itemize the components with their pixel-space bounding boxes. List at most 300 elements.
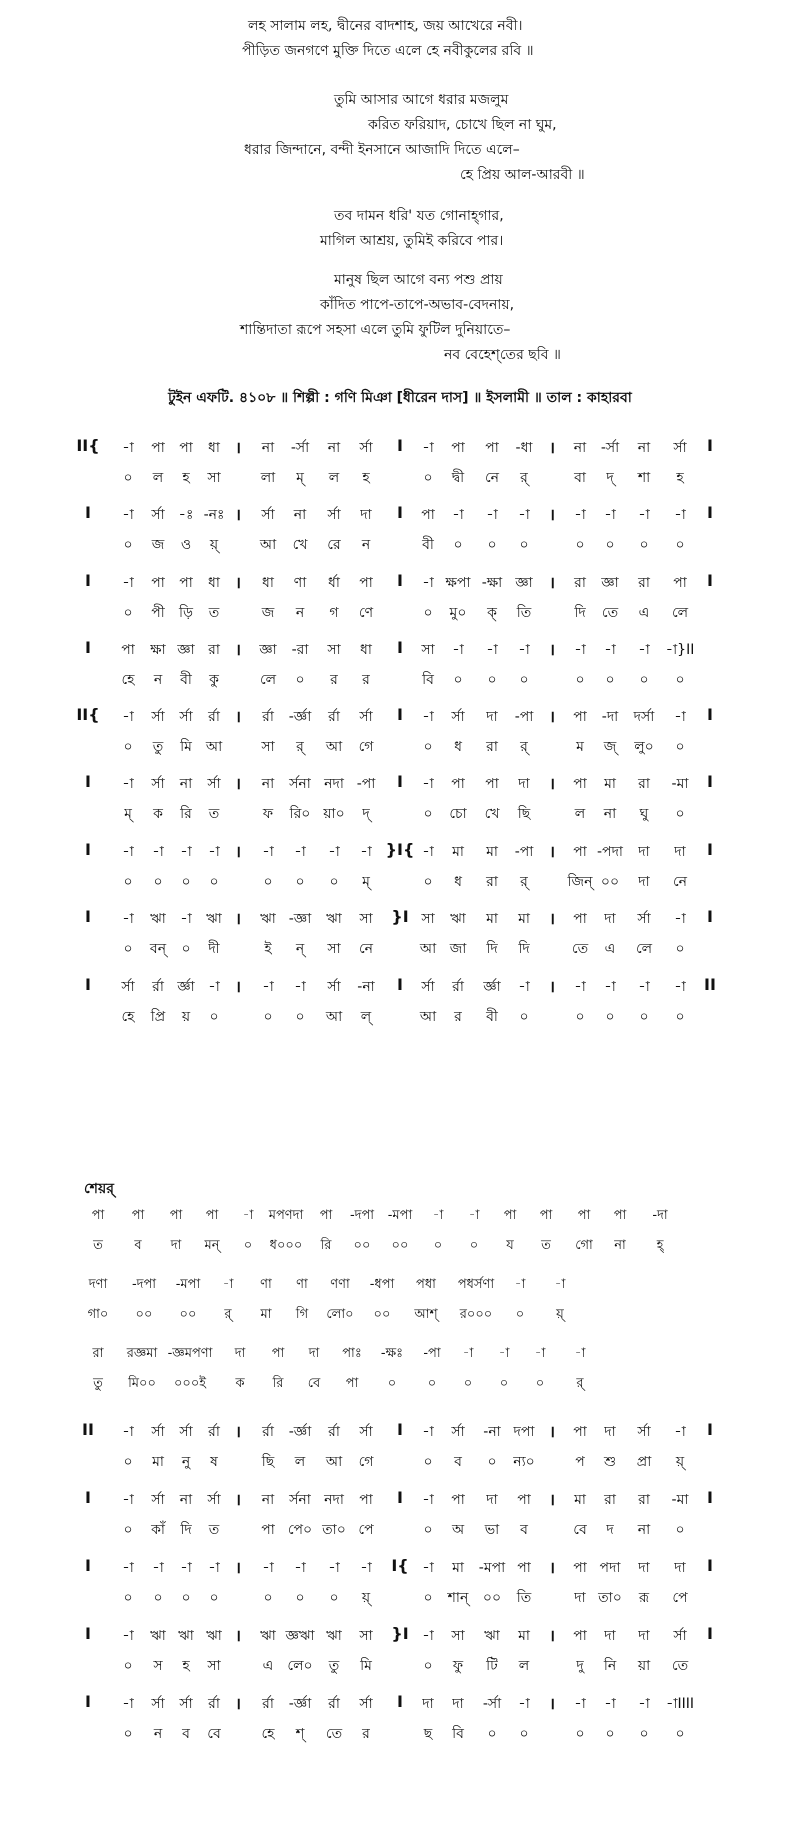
- swara-cell: পা: [517, 1492, 531, 1508]
- swara-cell: মপণদা: [268, 1208, 304, 1223]
- syllable-cell: টি: [486, 1658, 498, 1674]
- syllable-cell: না: [614, 1238, 626, 1253]
- syllable-cell: ০: [263, 874, 273, 890]
- bar-line: I: [707, 1556, 713, 1575]
- syllable-cell: বী: [486, 1009, 498, 1025]
- swara-cell: র্সা: [151, 1492, 165, 1508]
- syllable-cell: রে: [327, 537, 341, 553]
- swara-cell: -র্সা: [482, 1696, 502, 1712]
- syllable-line: [88, 937, 728, 959]
- swara-cell: -া: [638, 642, 650, 658]
- swara-cell: দা: [604, 911, 616, 927]
- swara-cell: -া: [262, 844, 274, 860]
- bar-line: ।: [234, 1626, 242, 1645]
- syllable-cell: ০: [423, 739, 433, 755]
- lyric-line: মাগিল আশ্রয়, তুমিই করিবে পার।: [320, 233, 504, 249]
- syllable-cell: ০: [469, 1238, 479, 1253]
- syllable-cell: ০: [329, 874, 339, 890]
- bar-line: I: [397, 1488, 403, 1507]
- swara-cell: -র্জ্ঞা: [288, 709, 312, 725]
- syllable-cell: রি০: [289, 806, 311, 822]
- syllable-cell: ত: [208, 1522, 220, 1538]
- syllable-cell: ০: [575, 1009, 585, 1025]
- syllable-cell: লে: [671, 605, 689, 621]
- swara-cell: -া: [674, 507, 686, 523]
- swara-cell: দা: [638, 1628, 650, 1644]
- syllable-cell: ০: [123, 470, 133, 486]
- bar-line: ।: [548, 1558, 556, 1577]
- swara-cell: র্সা: [151, 776, 165, 792]
- syllable-cell: ০: [535, 1376, 545, 1391]
- syllable-cell: ০০: [373, 1307, 391, 1322]
- swara-cell: মা: [452, 844, 464, 860]
- swara-cell: -পা: [423, 1346, 441, 1361]
- swara-cell: -পদা: [597, 844, 623, 860]
- swara-line: [85, 503, 728, 525]
- bar-line: ।: [234, 1490, 242, 1509]
- swara-cell: -াIIII: [665, 1696, 695, 1712]
- swara-cell: -া: [422, 709, 434, 725]
- swara-cell: র্সা: [359, 1424, 373, 1440]
- bar-line: ।: [548, 1694, 556, 1713]
- swara-cell: -া: [638, 507, 650, 523]
- bar-line: I: [397, 638, 403, 657]
- syllable-cell: ০: [453, 672, 463, 688]
- bar-line: ।: [234, 1558, 242, 1577]
- swara-cell: ঋা: [326, 911, 342, 927]
- syllable-cell: ০: [181, 941, 191, 957]
- swara-cell: -া: [422, 844, 434, 860]
- bar-line: I: [707, 840, 713, 859]
- swara-cell: -া: [422, 1560, 434, 1576]
- bar-line: ।: [234, 774, 242, 793]
- swara-cell: ঋা: [260, 911, 276, 927]
- bar-line: I: [85, 1556, 91, 1575]
- lyric-line: পীড়িত জনগণে মুক্তি দিতে এলে হে নবীকুলের রবি ॥: [242, 43, 534, 59]
- bar-line: ।: [548, 1626, 556, 1645]
- swara-cell: র্রা: [262, 1424, 274, 1440]
- swara-cell: -র্সা: [290, 440, 310, 456]
- swara-cell: না: [637, 440, 651, 456]
- swara-cell: পা: [573, 1560, 587, 1576]
- swara-cell: -দা: [652, 1208, 668, 1223]
- syllable-cell: ড়ি: [179, 605, 193, 621]
- swara-cell: পা: [577, 1208, 591, 1223]
- swara-cell: -া: [638, 979, 650, 995]
- swara-cell: সা: [421, 642, 435, 658]
- notation-row: [85, 1556, 728, 1612]
- syllable-cell: হ: [362, 470, 370, 486]
- swara-cell: পধর্সণা: [457, 1277, 495, 1292]
- swara-cell: র্সা: [327, 507, 341, 523]
- notation-row: [76, 705, 728, 761]
- swara-cell: রা: [638, 575, 650, 591]
- syllable-cell: ০: [575, 1726, 585, 1742]
- bar-line: I: [707, 772, 713, 791]
- swara-cell: র্সা: [151, 507, 165, 523]
- swara-cell: -া: [122, 1696, 134, 1712]
- swara-cell: পা: [319, 1208, 333, 1223]
- swara-cell: -া: [122, 1628, 134, 1644]
- swara-cell: -র্সা: [600, 440, 620, 456]
- swara-cell: পা: [573, 1628, 587, 1644]
- notation-row: [85, 1624, 728, 1680]
- syllable-cell: য়া: [637, 1658, 651, 1674]
- syllable-line: [88, 466, 728, 488]
- swara-cell: ক্ষপা: [445, 575, 471, 591]
- syllable-cell: ০: [423, 874, 433, 890]
- swara-cell: -দা: [601, 709, 619, 725]
- swara-cell: -না: [357, 979, 375, 995]
- swara-cell: ধা: [208, 575, 220, 591]
- swara-cell: না: [261, 776, 275, 792]
- swara-cell: ধা: [262, 575, 274, 591]
- syllable-cell: সা: [327, 941, 341, 957]
- syllable-cell: তু: [93, 1376, 103, 1391]
- syllable-cell: ম: [576, 739, 584, 755]
- swara-line: [76, 436, 728, 458]
- swara-cell: র্সা: [261, 507, 275, 523]
- syllable-cell: র্: [520, 874, 528, 890]
- syllable-cell: ব: [182, 1726, 190, 1742]
- swara-cell: পা: [205, 1208, 219, 1223]
- syllable-cell: ০০: [391, 1238, 409, 1253]
- notation-row: [85, 975, 728, 1031]
- swara-cell: র্রা: [328, 1696, 340, 1712]
- notation-row: [85, 1692, 728, 1748]
- swara-cell: -া: [422, 1424, 434, 1440]
- bar-line: I: [397, 1420, 403, 1439]
- bar-line: I: [397, 705, 403, 724]
- syllable-cell: খে: [292, 537, 308, 553]
- syllable-cell: র: [330, 672, 338, 688]
- swara-cell: -মপা: [478, 1560, 506, 1576]
- lyric-line: কাঁদিত পাপে-তাপে-অভাব-বেদনায়,: [320, 297, 515, 313]
- swara-cell: র্রা: [208, 1696, 220, 1712]
- swara-cell: -া: [242, 1208, 254, 1223]
- syllable-cell: এ: [262, 1658, 274, 1674]
- syllable-line: [88, 802, 728, 824]
- swara-cell: র্সা: [121, 979, 135, 995]
- swara-cell: -া: [574, 1346, 586, 1361]
- swara-cell: -া: [574, 642, 586, 658]
- swara-cell: পা: [169, 1208, 183, 1223]
- syllable-cell: দি: [180, 1522, 192, 1538]
- swara-cell: -া: [180, 911, 192, 927]
- notation-row: [85, 1488, 728, 1544]
- swara-cell: র্জ্ঞা: [483, 979, 501, 995]
- syllable-cell: ল: [294, 1454, 306, 1470]
- syllable-cell: ব: [520, 1522, 528, 1538]
- syllable-cell: ০: [153, 1590, 163, 1606]
- bar-line: I: [707, 503, 713, 522]
- bar-line: I: [397, 772, 403, 791]
- swara-cell: -া: [604, 507, 616, 523]
- swara-cell: -জ্ঞা: [288, 911, 312, 927]
- free-row: [84, 1344, 744, 1400]
- syllable-cell: ০: [453, 537, 463, 553]
- swara-cell: মা: [518, 911, 530, 927]
- syllable-cell: তু: [328, 1658, 340, 1674]
- swara-cell: -া: [360, 1560, 372, 1576]
- syllable-cell: লা: [260, 470, 276, 486]
- syllable-cell: ০০: [482, 1590, 502, 1606]
- swara-cell: -া: [674, 1424, 686, 1440]
- syllable-cell: গে: [358, 739, 374, 755]
- swara-cell: নদা: [324, 1492, 344, 1508]
- swara-cell: -া: [294, 844, 306, 860]
- swara-cell: -া: [468, 1208, 480, 1223]
- bar-line: I: [397, 975, 403, 994]
- swara-line: [85, 975, 728, 997]
- swara-cell: ঋা: [450, 911, 466, 927]
- swara-line: [85, 840, 728, 862]
- bar-line: ।: [234, 842, 242, 861]
- swara-cell: দা: [604, 1424, 616, 1440]
- swara-cell: -পা: [356, 776, 376, 792]
- swara-cell: -ঃ: [178, 507, 194, 523]
- syllable-cell: বে: [307, 1376, 321, 1391]
- swara-cell: র্সা: [327, 979, 341, 995]
- syllable-cell: কু: [209, 672, 219, 688]
- syllable-cell: য: [506, 1238, 514, 1253]
- syllable-cell: ০০: [135, 1307, 153, 1322]
- swara-cell: র্রা: [152, 979, 164, 995]
- bar-line: ।: [234, 1694, 242, 1713]
- swara-cell: ঋা: [206, 1628, 222, 1644]
- swara-cell: -মা: [671, 1492, 689, 1508]
- syllable-line: [88, 1450, 728, 1472]
- syllable-cell: ত: [208, 806, 220, 822]
- swara-cell: না: [261, 1492, 275, 1508]
- bar-line: ।: [234, 505, 242, 524]
- swara-cell: -া: [122, 844, 134, 860]
- swara-cell: ণা: [293, 575, 307, 591]
- swara-cell: -া: [638, 1696, 650, 1712]
- syllable-cell: হ্: [656, 1238, 664, 1253]
- syllable-cell: ন: [153, 1726, 163, 1742]
- swara-cell: -ধপা: [369, 1277, 395, 1292]
- syllable-cell: ০: [675, 1522, 685, 1538]
- swara-cell: -নঃ: [203, 507, 225, 523]
- swara-cell: দা: [674, 844, 686, 860]
- swara-cell: সা: [451, 1628, 465, 1644]
- swara-cell: পা: [359, 575, 373, 591]
- swara-cell: র্সনা: [289, 776, 311, 792]
- syllable-cell: ০: [515, 1307, 525, 1322]
- syllable-cell: তে: [671, 1658, 689, 1674]
- syllable-cell: গি: [295, 1307, 309, 1322]
- syllable-cell: নে: [672, 874, 688, 890]
- bar-line: }I: [391, 907, 409, 926]
- syllable-cell: ০: [209, 1590, 219, 1606]
- syllable-cell: মা: [152, 1454, 164, 1470]
- syllable-cell: ০: [487, 537, 497, 553]
- syllable-cell: র: [454, 1009, 462, 1025]
- syllable-cell: পী: [151, 605, 165, 621]
- swara-cell: -া: [122, 911, 134, 927]
- syllable-line: [88, 1722, 728, 1744]
- syllable-cell: নু: [181, 1454, 191, 1470]
- bar-line: I: [85, 571, 91, 590]
- notation-row: [85, 907, 728, 963]
- swara-cell: পা: [451, 1492, 465, 1508]
- syllable-cell: ব: [134, 1238, 142, 1253]
- syllable-cell: ০: [675, 1009, 685, 1025]
- swara-cell: নদা: [324, 776, 344, 792]
- syllable-cell: ০: [519, 672, 529, 688]
- swara-cell: না: [179, 1492, 193, 1508]
- syllable-cell: লে০: [287, 1658, 313, 1674]
- syllable-cell: ছ: [423, 1726, 433, 1742]
- syllable-cell: ত: [93, 1238, 103, 1253]
- swara-cell: র্সা: [179, 1696, 193, 1712]
- swara-cell: র্সা: [151, 709, 165, 725]
- notation-row: [85, 638, 728, 694]
- syllable-cell: য়্: [675, 1454, 685, 1470]
- swara-cell: -া: [534, 1346, 546, 1361]
- syllable-cell: ম্: [362, 874, 370, 890]
- syllable-cell: ০০: [179, 1307, 197, 1322]
- syllable-cell: বি: [452, 1726, 464, 1742]
- swara-cell: রা: [92, 1346, 104, 1361]
- syllable-cell: ই: [264, 941, 272, 957]
- syllable-line: [84, 1374, 744, 1396]
- syllable-cell: ০: [295, 1009, 305, 1025]
- bar-line: ।: [548, 505, 556, 524]
- swara-cell: -দপা: [349, 1208, 375, 1223]
- swara-cell: -া: [122, 1424, 134, 1440]
- swara-line: [84, 1206, 744, 1228]
- bar-line: I: [85, 638, 91, 657]
- syllable-cell: ০: [519, 1726, 529, 1742]
- syllable-cell: ত: [541, 1238, 551, 1253]
- syllable-cell: র্: [576, 1376, 584, 1391]
- syllable-cell: ০: [263, 1009, 273, 1025]
- swara-cell: দপা: [513, 1424, 535, 1440]
- syllable-cell: শু: [603, 1454, 617, 1470]
- syllable-cell: ০: [423, 470, 433, 486]
- syllable-cell: ০: [263, 1590, 273, 1606]
- bar-line: I: [85, 840, 91, 859]
- swara-cell: পা: [179, 440, 193, 456]
- syllable-cell: দা: [638, 874, 650, 890]
- swara-cell: পা: [573, 844, 587, 860]
- syllable-cell: ম্: [124, 806, 132, 822]
- syllable-cell: জ্: [603, 739, 617, 755]
- syllable-cell: তে: [571, 941, 589, 957]
- swara-cell: পা: [91, 1208, 105, 1223]
- swara-cell: র্সা: [207, 776, 221, 792]
- lyric-line: তব দামন ধরি' যত গোনাহ্গার,: [334, 208, 504, 224]
- bar-line: I: [85, 1692, 91, 1711]
- syllable-cell: ০: [639, 1726, 649, 1742]
- syllable-cell: ০: [209, 874, 219, 890]
- swara-cell: র্সা: [451, 709, 465, 725]
- swara-cell: জ্ঞঋা: [285, 1628, 315, 1644]
- swara-cell: -র্জ্ঞা: [288, 1696, 312, 1712]
- bar-line: ।: [234, 707, 242, 726]
- syllable-cell: বে: [573, 1522, 587, 1538]
- syllable-cell: ০: [463, 1376, 473, 1391]
- syllable-cell: ০: [675, 1726, 685, 1742]
- bar-line: I: [85, 772, 91, 791]
- swara-cell: -া: [422, 440, 434, 456]
- syllable-cell: ন: [361, 537, 371, 553]
- swara-line: [82, 1420, 728, 1442]
- syllable-cell: শান্: [447, 1590, 469, 1606]
- swara-cell: ঋা: [326, 1628, 342, 1644]
- swara-cell: -া: [360, 844, 372, 860]
- swara-cell: পা: [151, 440, 165, 456]
- syllable-cell: পা: [261, 1522, 275, 1538]
- swara-cell: -া: [122, 709, 134, 725]
- bar-line: I: [707, 705, 713, 724]
- swara-cell: -া: [518, 1696, 530, 1712]
- swara-cell: র্সা: [673, 1628, 687, 1644]
- syllable-cell: র্: [520, 470, 528, 486]
- bar-line: ।: [234, 977, 242, 996]
- swara-cell: পা: [673, 575, 687, 591]
- syllable-cell: বী: [180, 672, 192, 688]
- syllable-cell: য়: [181, 1009, 191, 1025]
- syllable-cell: ফু: [452, 1658, 464, 1674]
- bar-line: I: [397, 1692, 403, 1711]
- swara-cell: -া: [122, 507, 134, 523]
- swara-cell: পা: [517, 1560, 531, 1576]
- swara-cell: না: [327, 440, 341, 456]
- syllable-cell: ল্: [360, 1009, 372, 1025]
- syllable-cell: বে: [207, 1726, 221, 1742]
- syllable-line: [88, 870, 728, 892]
- swara-cell: -া: [294, 1560, 306, 1576]
- notation-row: [85, 772, 728, 828]
- swara-cell: -া: [152, 1560, 164, 1576]
- notation-row: [76, 436, 728, 492]
- syllable-cell: নি: [603, 1658, 617, 1674]
- swara-cell: দা: [486, 709, 498, 725]
- bar-line: ।: [548, 640, 556, 659]
- bar-line: ।: [234, 438, 242, 457]
- syllable-cell: ০: [605, 672, 615, 688]
- swara-cell: রজ্ঞমা: [126, 1346, 158, 1361]
- swara-cell: ঋা: [178, 1628, 194, 1644]
- bar-line: ।: [234, 909, 242, 928]
- bar-line: I: [85, 907, 91, 926]
- syllable-cell: ০: [487, 1454, 497, 1470]
- syllable-cell: ০: [433, 1238, 443, 1253]
- swara-cell: -া: [328, 844, 340, 860]
- swara-cell: -পা: [514, 709, 534, 725]
- syllable-cell: সা: [261, 739, 275, 755]
- syllable-cell: ছি: [517, 806, 531, 822]
- swara-cell: -া: [462, 1346, 474, 1361]
- notation-row: [82, 1420, 728, 1476]
- swara-cell: র্রা: [328, 709, 340, 725]
- swara-cell: দা: [360, 507, 372, 523]
- syllable-cell: ০: [605, 1726, 615, 1742]
- syllable-cell: র্: [296, 739, 304, 755]
- syllable-cell: কাঁ: [151, 1522, 165, 1538]
- swara-line: [85, 772, 728, 794]
- swara-cell: জ্ঞা: [177, 642, 195, 658]
- syllable-cell: গা০: [87, 1307, 109, 1322]
- swara-cell: -া: [122, 776, 134, 792]
- lyric-line: শান্তিদাতা রূপে সহসা এলে তুমি ফুটিল দুনিয়াতে–: [240, 322, 511, 338]
- syllable-cell: ০: [487, 1726, 497, 1742]
- swara-cell: -া: [262, 979, 274, 995]
- syllable-cell: ০: [575, 672, 585, 688]
